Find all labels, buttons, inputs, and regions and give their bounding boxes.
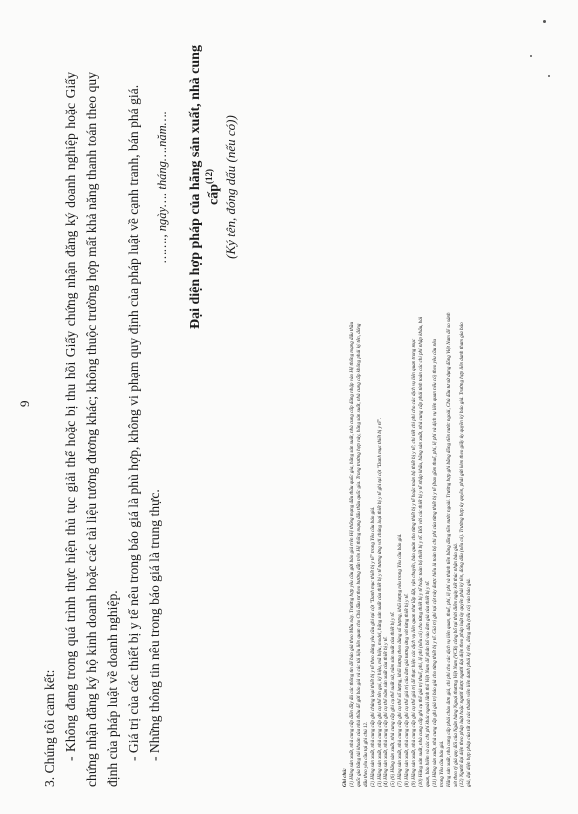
representative-title — [188, 37, 223, 337]
representative-footnote: (12) — [204, 169, 214, 184]
note-line: Hãng sản xuất, nhà cung cấp phải chào đơn giá, chi phí cho các dịch vụ liên quan, thuế, phí, lệ phí và thành tiền bằng đồng tiền nước ngoài. Trường hợp ghi bằng đồng tiền nước ngoài, Chủ đầu tư sử dụng đồng Việt Nam để so sánh — [445, 312, 452, 787]
commitment-item: - Không đang trong quá trình thực hiện thủ tục giải thể hoặc bị thu hồi Giấy chứng nhận đăng ký doanh nghiệp hoặc Giấy chứng nhận đăng ký hộ kinh doanh hoặc các tài liệu tương đương khác; không thuộc trường hợp mất khả năng thanh toán theo quy định của pháp luật về doanh nghiệp. — [63, 72, 120, 787]
note-line: (11) Hãng sản xuất, nhà cung cấp ghi giá trị báo giá cho từng thiết bị y tế. Giá trị ghi tại cột này được hiểu là toàn bộ chi phí của từng thiết bị y tế (bao gồm thuế, phí, lệ phí và dịch vụ liên quan nếu có) theo yêu cầu nêu — [431, 339, 438, 787]
rotated-content — [9, 7, 569, 807]
notes-section — [342, 27, 473, 787]
note-line: trong Yêu cầu báo giá. — [438, 740, 445, 787]
note-line: (7) Hãng sản xuất, nhà cung cấp ghi cụ thể số lượng, khối lượng theo đúng số lượng, khối lượng nêu trong Yêu cầu báo giá. — [397, 533, 404, 787]
note-line: xét theo tỷ giá quy đổi của Ngân hàng Ngoại thương Việt Nam (VCB) công bố tại thời điểm ngày kết thúc nhận báo giá. — [452, 543, 459, 787]
note-line: (3) Hãng sản xuất, nhà cung cấp ghi cụ thể tên gọi, ký hiệu, mã hiệu, model, hãng sản xuất của thiết bị y tế tương ứng với chủng loại thiết bị y tế ghi tại cột "Danh mục thiết bị y tế". — [376, 417, 383, 787]
commitment-item: - Những thông tin nêu trong báo giá là trung thực. — [147, 489, 162, 761]
sign-instruction: (Ký tên, đóng dấu (nếu có)) — [222, 115, 238, 259]
note-line: dấu theo yêu cầu tại ghi chú 12. — [362, 721, 369, 787]
page-number: 9 — [17, 400, 32, 407]
commitment-section — [39, 72, 165, 787]
note-line: (9) Hãng sản xuất, nhà cung cấp ghi cụ thể giá trị để thực hiện các dịch vụ liên quan như lắp đặt, vận chuyển, bảo quản cho từng thiết bị y tế hoặc toàn bộ thiết bị y tế; chi tiết chi phí cho các dịch vụ liên quan trong mục — [411, 338, 418, 787]
note-line: giá, đại diện hợp pháp của tất cả các thành viên liên danh phải ký tên, đóng dấu (nếu có) vào báo giá. — [466, 578, 473, 787]
note-line: (2) Hãng sản xuất, nhà cung cấp ghi chủng loại thiết bị y tế theo đúng yêu cầu ghi tại cột "Danh mục thiết bị y tế" trong Yêu cầu báo giá. — [369, 506, 376, 787]
commitment-item: - Giá trị của các thiết bị y tế nêu trong báo giá là phù hợp, không vi phạm quy định của pháp luật về cạnh tranh, bán phá giá. — [126, 84, 141, 761]
note-line: (10) Hãng sản xuất, nhà cung cấp ghi cụ thể giá trị thuế, phí, lệ phí (nếu có) cho từng thiết bị y tế hoặc toàn bộ thiết bị y tế. Đối với các thiết bị y tế nhập khẩu, hãng sản xuất, nhà cung cấp phải tính toán các chi phí nhập khẩu, hải — [417, 316, 424, 787]
date-line: ……., ngày…. tháng….năm…. — [155, 111, 169, 263]
note-line: (5) (6) Hãng sản xuất, nhà cung cấp ghi cụ thể xuất xứ, năm sản xuất của thiết bị y tế. — [390, 611, 397, 787]
commitment-heading: 3. Chúng tôi cam kết: — [42, 669, 57, 787]
note-line: (4) Hãng sản xuất, nhà cung cấp ghi cụ thể năm sản xuất của thiết bị y tế. — [383, 636, 390, 787]
note-line: quốc gia bằng tài khoản của nhà thầu để gửi báo giá và các tài liệu liên quan cho Chủ đầu tư theo hướng dẫn trên Hệ thống mạng đấu thầu quốc gia. Trong trường hợp này, hãng sản xuất, nhà cung cấp không phải ký tên, đóng — [355, 323, 362, 787]
representative-text: Đại diện hợp pháp của hãng sản xuất, nhà cung cấp — [188, 45, 222, 329]
notes-label: Ghi chú: — [342, 768, 348, 787]
note-line: (1) Hãng sản xuất, nhà cung cấp điền đầy đủ các thông tin để báo giá theo Mẫu này. Trường hợp yêu cầu gửi báo giá trên Hệ thống mạng đấu thầu quốc gia, hãng sản xuất, nhà cung cấp đăng nhập vào Hệ thống mạng đấu thầu — [348, 322, 355, 787]
note-line: (12) Người đại diện theo pháp luật hoặc người được người đại diện theo pháp luật ủy quyền phải ký tên, đóng dấu (nếu có). Trường hợp ủy quyền, phải gửi kèm theo giấy ủy quyền ký báo giá. Trường hợp liên danh tham gia báo — [459, 322, 466, 787]
note-line: quan, bảo hiểm và các chi phí khác ngoài lãnh thổ Việt Nam để phân bổ vào đơn giá của thiết bị y tế. — [424, 580, 431, 787]
signature-block — [155, 37, 239, 337]
note-line: (8) Hãng sản xuất, nhà cung cấp ghi cụ thể giá trị của đơn giá tương ứng với từng thiết bị y tế. — [404, 593, 411, 787]
